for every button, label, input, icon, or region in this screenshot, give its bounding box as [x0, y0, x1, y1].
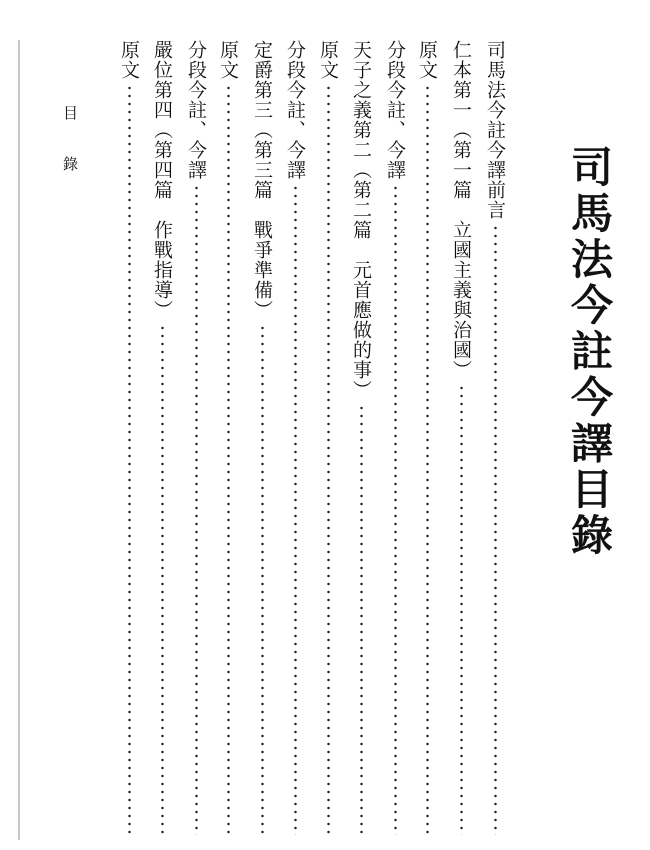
toc-entry[interactable] — [316, 40, 340, 835]
leader-dots — [261, 324, 264, 835]
toc-entry-text: 仁本第一（第一篇 立國主義與治國） — [450, 40, 472, 380]
toc-entry[interactable] — [150, 40, 174, 835]
toc-entry-text: 原文 — [317, 40, 339, 80]
toc-entry[interactable] — [283, 40, 307, 835]
toc-entry-text: 天子之義第二（第二篇 元首應做的事） — [350, 40, 372, 400]
toc-entry-text: 原文 — [217, 40, 239, 80]
leader-dots — [327, 84, 330, 835]
toc-entry[interactable] — [250, 40, 274, 835]
toc-entry-text: 定爵第三（第三篇 戰爭準備） — [251, 40, 273, 320]
toc-entry[interactable] — [415, 40, 439, 835]
page-title: 司馬法今註今譯目錄 — [565, 145, 614, 559]
toc-entry[interactable] — [349, 40, 373, 835]
toc-entry-text: 原文 — [416, 40, 438, 80]
leader-dots — [294, 184, 297, 835]
leader-dots — [195, 184, 198, 835]
toc-entry[interactable] — [184, 40, 208, 835]
page-edge-shadow — [18, 40, 20, 840]
toc-entry[interactable] — [383, 40, 407, 835]
toc-entry-text: 司馬法今註今譯前言 — [484, 40, 506, 220]
toc-entry-text: 原文 — [118, 40, 140, 80]
toc-entry-text: 分段今註、今譯 — [384, 40, 406, 180]
running-header: 目錄 — [61, 105, 79, 207]
toc-entry-text: 分段今註、今譯 — [185, 40, 207, 180]
leader-dots — [161, 324, 164, 835]
leader-dots — [394, 184, 397, 835]
toc-entry-text: 分段今註、今譯 — [284, 40, 306, 180]
leader-dots — [426, 84, 429, 835]
toc-entry[interactable] — [216, 40, 240, 835]
leader-dots — [227, 84, 230, 835]
toc-entry[interactable] — [483, 40, 507, 835]
toc-entry[interactable] — [117, 40, 141, 835]
leader-dots — [460, 384, 463, 835]
toc-entry[interactable] — [449, 40, 473, 835]
leader-dots — [494, 224, 497, 835]
toc-entry-text: 嚴位第四（第四篇 作戰指導） — [151, 40, 173, 320]
leader-dots — [128, 84, 131, 835]
leader-dots — [360, 404, 363, 835]
